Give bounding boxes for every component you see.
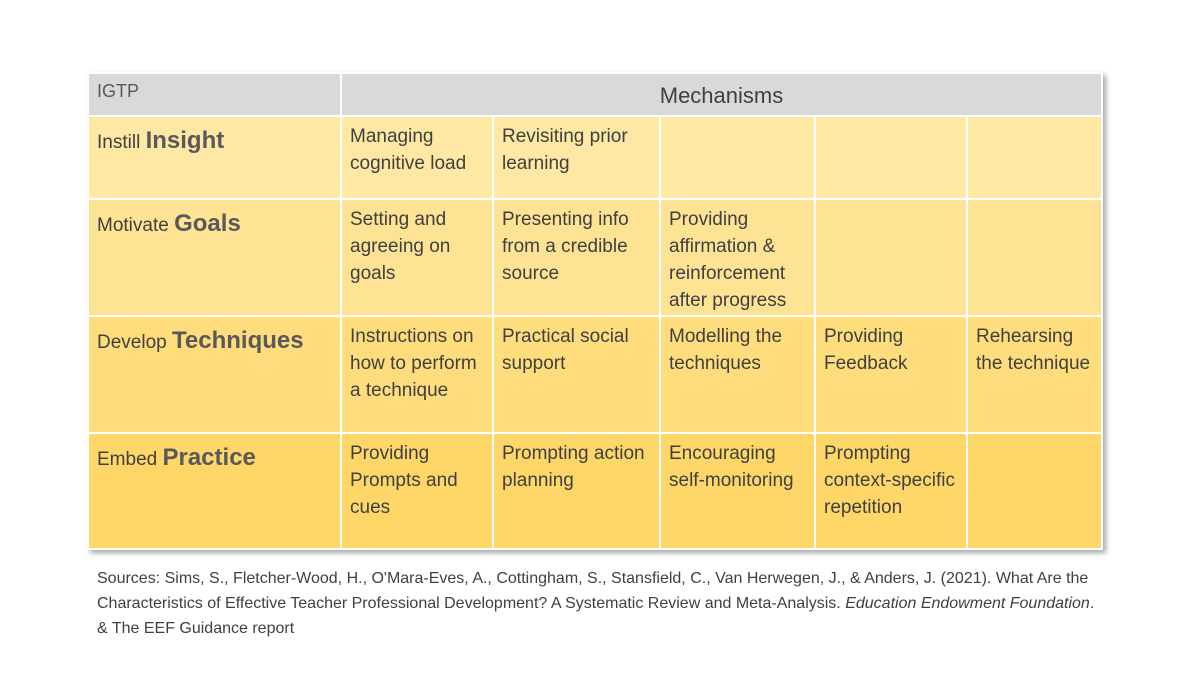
igtp-mechanisms-table: [87, 72, 1103, 550]
table-cell: [815, 116, 967, 199]
table-cell: Providing affirmation & reinforcement after progress: [660, 199, 815, 316]
table-cell: Providing Feedback: [815, 316, 967, 433]
row-label-insight: Instill Insight: [88, 116, 341, 199]
table-cell: Modelling the techniques: [660, 316, 815, 433]
table-cell: [967, 116, 1102, 199]
table-cell: Prompting context-specific repetition: [815, 433, 967, 549]
table-cell: [660, 116, 815, 199]
table-row-insight: [88, 116, 1102, 199]
table-cell: Setting and agreeing on goals: [341, 199, 493, 316]
table-cell: Providing Prompts and cues: [341, 433, 493, 549]
table-cell: Prompting action planning: [493, 433, 660, 549]
table-cell: Rehearsing the technique: [967, 316, 1102, 433]
table-cell: Presenting info from a credible source: [493, 199, 660, 316]
table-cell: Practical social support: [493, 316, 660, 433]
journal-name: Education Endowment Foundation: [845, 595, 1090, 612]
table-cell: Revisiting prior learning: [493, 116, 660, 199]
table-cell: [967, 199, 1102, 316]
table-header-row: [88, 73, 1102, 116]
row-label-practice: Embed Practice: [88, 433, 341, 549]
mechanisms-header: Mechanisms: [341, 73, 1102, 116]
table-cell: [815, 199, 967, 316]
sources-citation: Sources: Sims, S., Fletcher-Wood, H., O'Mara-Eves, A., Cottingham, S., Stansfield, C., Van Herwegen, J., & Anders, J. (2021). What Are the Characteristics of Effective Teacher Professional Development? A Systematic Review and Meta-Analysis. Education Endowment Foundation. & The EEF Guidance report: [97, 570, 1095, 637]
table-cell: Managing cognitive load: [341, 116, 493, 199]
igtp-header: IGTP: [88, 73, 341, 116]
row-label-goals: Motivate Goals: [88, 199, 341, 316]
table-row-techniques: [88, 316, 1102, 433]
table-cell: [967, 433, 1102, 549]
table-row-goals: [88, 199, 1102, 316]
table-cell: Instructions on how to perform a technique: [341, 316, 493, 433]
table-cell: Encouraging self-monitoring: [660, 433, 815, 549]
table-row-practice: [88, 433, 1102, 549]
row-label-techniques: Develop Techniques: [88, 316, 341, 433]
